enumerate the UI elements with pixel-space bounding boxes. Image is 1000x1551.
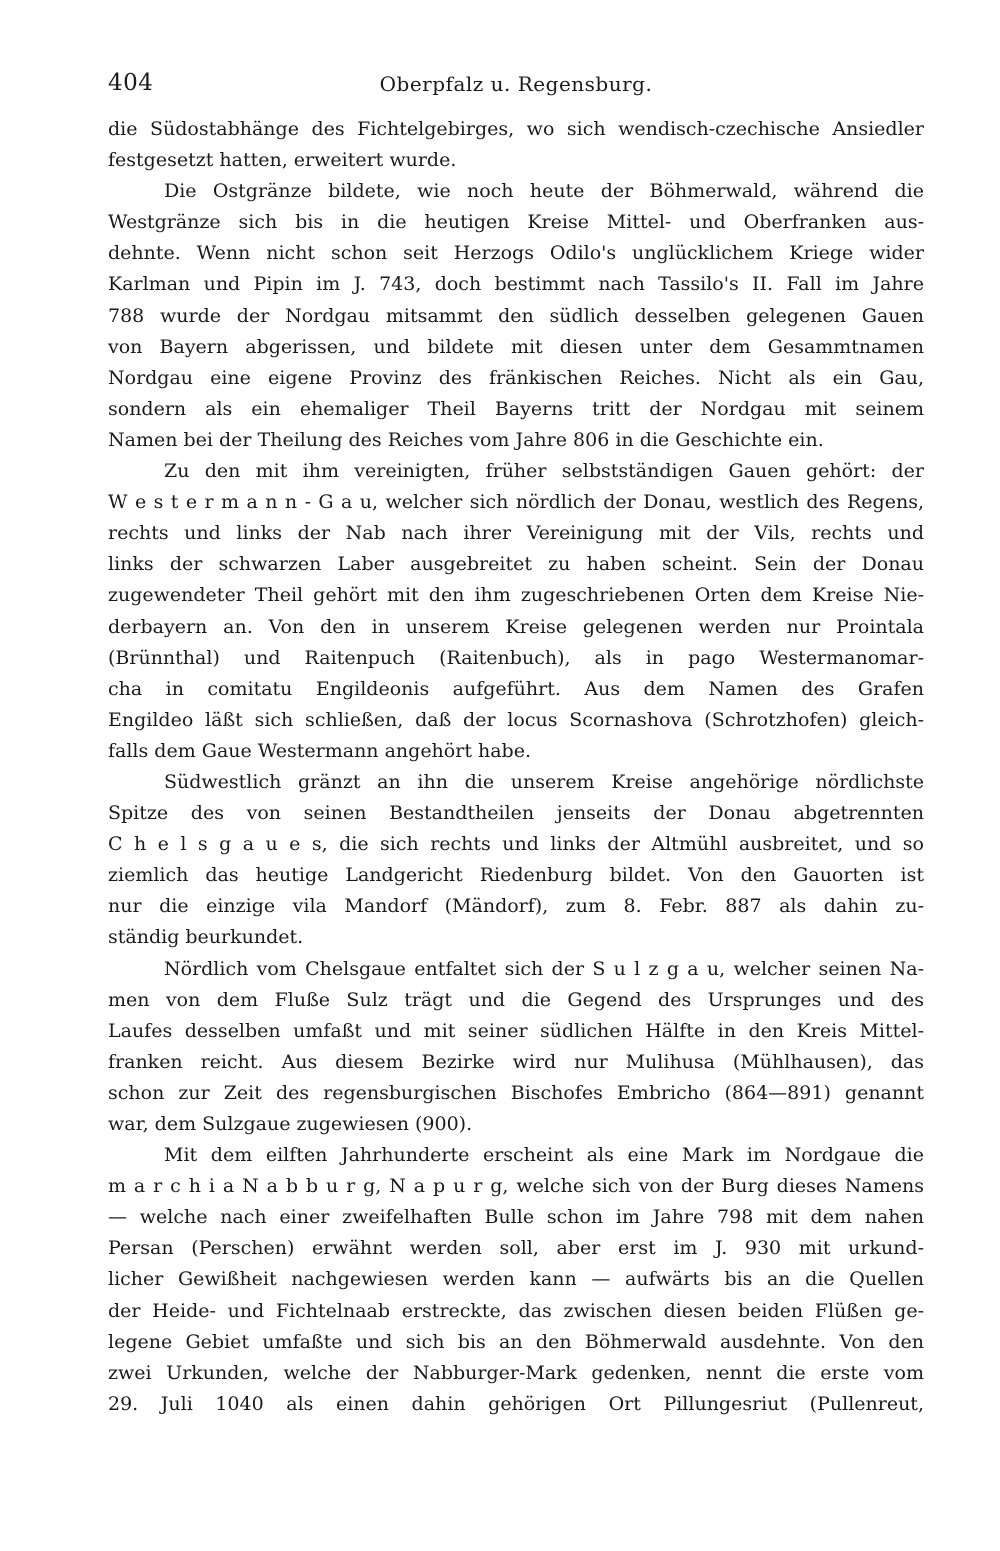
- paragraph: [108, 767, 924, 954]
- book-page: [108, 70, 924, 1470]
- text-line: C h e l s g a u e s, die sich rechts und links der Altmühl ausbreitet, und so: [108, 833, 924, 856]
- paragraph: [108, 1140, 924, 1420]
- text-line: von Bayern abgerissen, und bildete mit diesen unter dem Gesammtnamen: [108, 335, 924, 358]
- text-line: Nordgau eine eigene Provinz des fränkischen Reiches. Nicht als ein Gau,: [108, 366, 924, 389]
- text-line: zwei Urkunden, welche der Nabburger-Mark gedenken, nennt die erste vom: [108, 1361, 924, 1384]
- text-line: Laufes desselben umfaßt und mit seiner südlichen Hälfte in den Kreis Mittel-: [108, 1019, 924, 1042]
- text-line: Nördlich vom Chelsgaue entfaltet sich der S u l z g a u, welcher seinen Na-: [164, 957, 924, 980]
- text-line: (Brünnthal) und Raitenpuch (Raitenbuch), als in pago Westermanomar-: [108, 646, 924, 669]
- text-line: der Heide- und Fichtelnaab erstreckte, das zwischen diesen beiden Flüßen ge-: [108, 1299, 924, 1322]
- body-text: [108, 114, 924, 1420]
- page-number: 404: [108, 70, 154, 96]
- text-line: nur die einzige vila Mandorf (Mändorf), zum 8. Febr. 887 als dahin zu-: [108, 895, 924, 918]
- text-line: festgesetzt hatten, erweitert wurde.: [108, 149, 457, 172]
- text-line: licher Gewißheit nachgewiesen werden kann — aufwärts bis an die Quellen: [108, 1268, 924, 1291]
- text-line: Spitze des von seinen Bestandtheilen jenseits der Donau abgetrennten: [108, 802, 924, 825]
- text-line: derbayern an. Von den in unserem Kreise gelegenen werden nur Prointala: [108, 615, 924, 638]
- text-line: Südwestlich gränzt an ihn die unserem Kreise angehörige nördlichste: [164, 770, 924, 793]
- text-line: W e s t e r m a n n - G a u, welcher sich nördlich der Donau, westlich des Regens,: [108, 491, 924, 514]
- text-line: die Südostabhänge des Fichtelgebirges, wo sich wendisch-czechische Ansiedler: [108, 118, 924, 140]
- paragraph: [108, 954, 924, 1141]
- text-line: rechts und links der Nab nach ihrer Vereinigung mit der Vils, rechts und: [108, 522, 924, 545]
- text-line: legene Gebiet umfaßte und sich bis an den Böhmerwald ausdehnte. Von den: [108, 1330, 924, 1353]
- text-line: Engildeo läßt sich schließen, daß der locus Scornashova (Schrotzhofen) gleich-: [108, 708, 924, 731]
- text-line: men von dem Fluße Sulz trägt und die Gegend des Ursprunges und des: [108, 988, 924, 1011]
- text-line: Namen bei der Theilung des Reiches vom Jahre 806 in die Geschichte ein.: [108, 428, 824, 451]
- text-line: 788 wurde der Nordgau mitsammt den südlich desselben gelegenen Gauen: [108, 304, 924, 327]
- text-line: ständig beurkundet.: [108, 926, 304, 949]
- text-line: Karlman und Pipin im J. 743, doch bestimmt nach Tassilo's II. Fall im Jahre: [108, 273, 924, 296]
- text-line: schon zur Zeit des regensburgischen Bischofes Embricho (864—891) genannt: [108, 1081, 924, 1104]
- text-line: Die Ostgränze bildete, wie noch heute der Böhmerwald, während die: [164, 180, 924, 203]
- paragraph: [108, 114, 924, 176]
- text-line: franken reicht. Aus diesem Bezirke wird nur Mulihusa (Mühlhausen), das: [108, 1050, 924, 1073]
- page-header: [108, 70, 924, 106]
- text-line: war, dem Sulzgaue zugewiesen (900).: [108, 1113, 473, 1135]
- running-title: Oberpfalz u. Regensburg.: [379, 72, 653, 96]
- text-line: Zu den mit ihm vereinigten, früher selbstständigen Gauen gehört: der: [164, 460, 924, 483]
- text-line: dehnte. Wenn nicht schon seit Herzogs Odilo's unglücklichem Kriege wider: [108, 242, 924, 265]
- text-line: Persan (Perschen) erwähnt werden soll, aber erst im J. 930 mit urkund-: [108, 1237, 924, 1260]
- text-line: 29. Juli 1040 als einen dahin gehörigen Ort Pillungesriut (Pullenreut,: [108, 1392, 924, 1415]
- text-line: zugewendeter Theil gehört mit den ihm zugeschriebenen Orten dem Kreise Nie-: [108, 584, 924, 607]
- paragraph: [108, 176, 924, 456]
- text-line: falls dem Gaue Westermann angehört habe.: [108, 739, 532, 762]
- text-line: cha in comitatu Engildeonis aufgeführt. Aus dem Namen des Grafen: [108, 677, 924, 700]
- text-line: ziemlich das heutige Landgericht Riedenburg bildet. Von den Gauorten ist: [108, 864, 924, 887]
- text-line: links der schwarzen Laber ausgebreitet zu haben scheint. Sein der Donau: [108, 553, 924, 576]
- text-line: Mit dem eilften Jahrhunderte erscheint als eine Mark im Nordgaue die: [164, 1144, 924, 1167]
- paragraph: [108, 456, 924, 767]
- text-line: sondern als ein ehemaliger Theil Bayerns tritt der Nordgau mit seinem: [108, 397, 924, 420]
- text-line: m a r c h i a N a b b u r g, N a p u r g, welche sich von der Burg dieses Namens: [108, 1175, 924, 1198]
- text-line: Westgränze sich bis in die heutigen Kreise Mittel- und Oberfranken aus-: [108, 211, 924, 234]
- text-line: — welche nach einer zweifelhaften Bulle schon im Jahre 798 mit dem nahen: [108, 1206, 924, 1229]
